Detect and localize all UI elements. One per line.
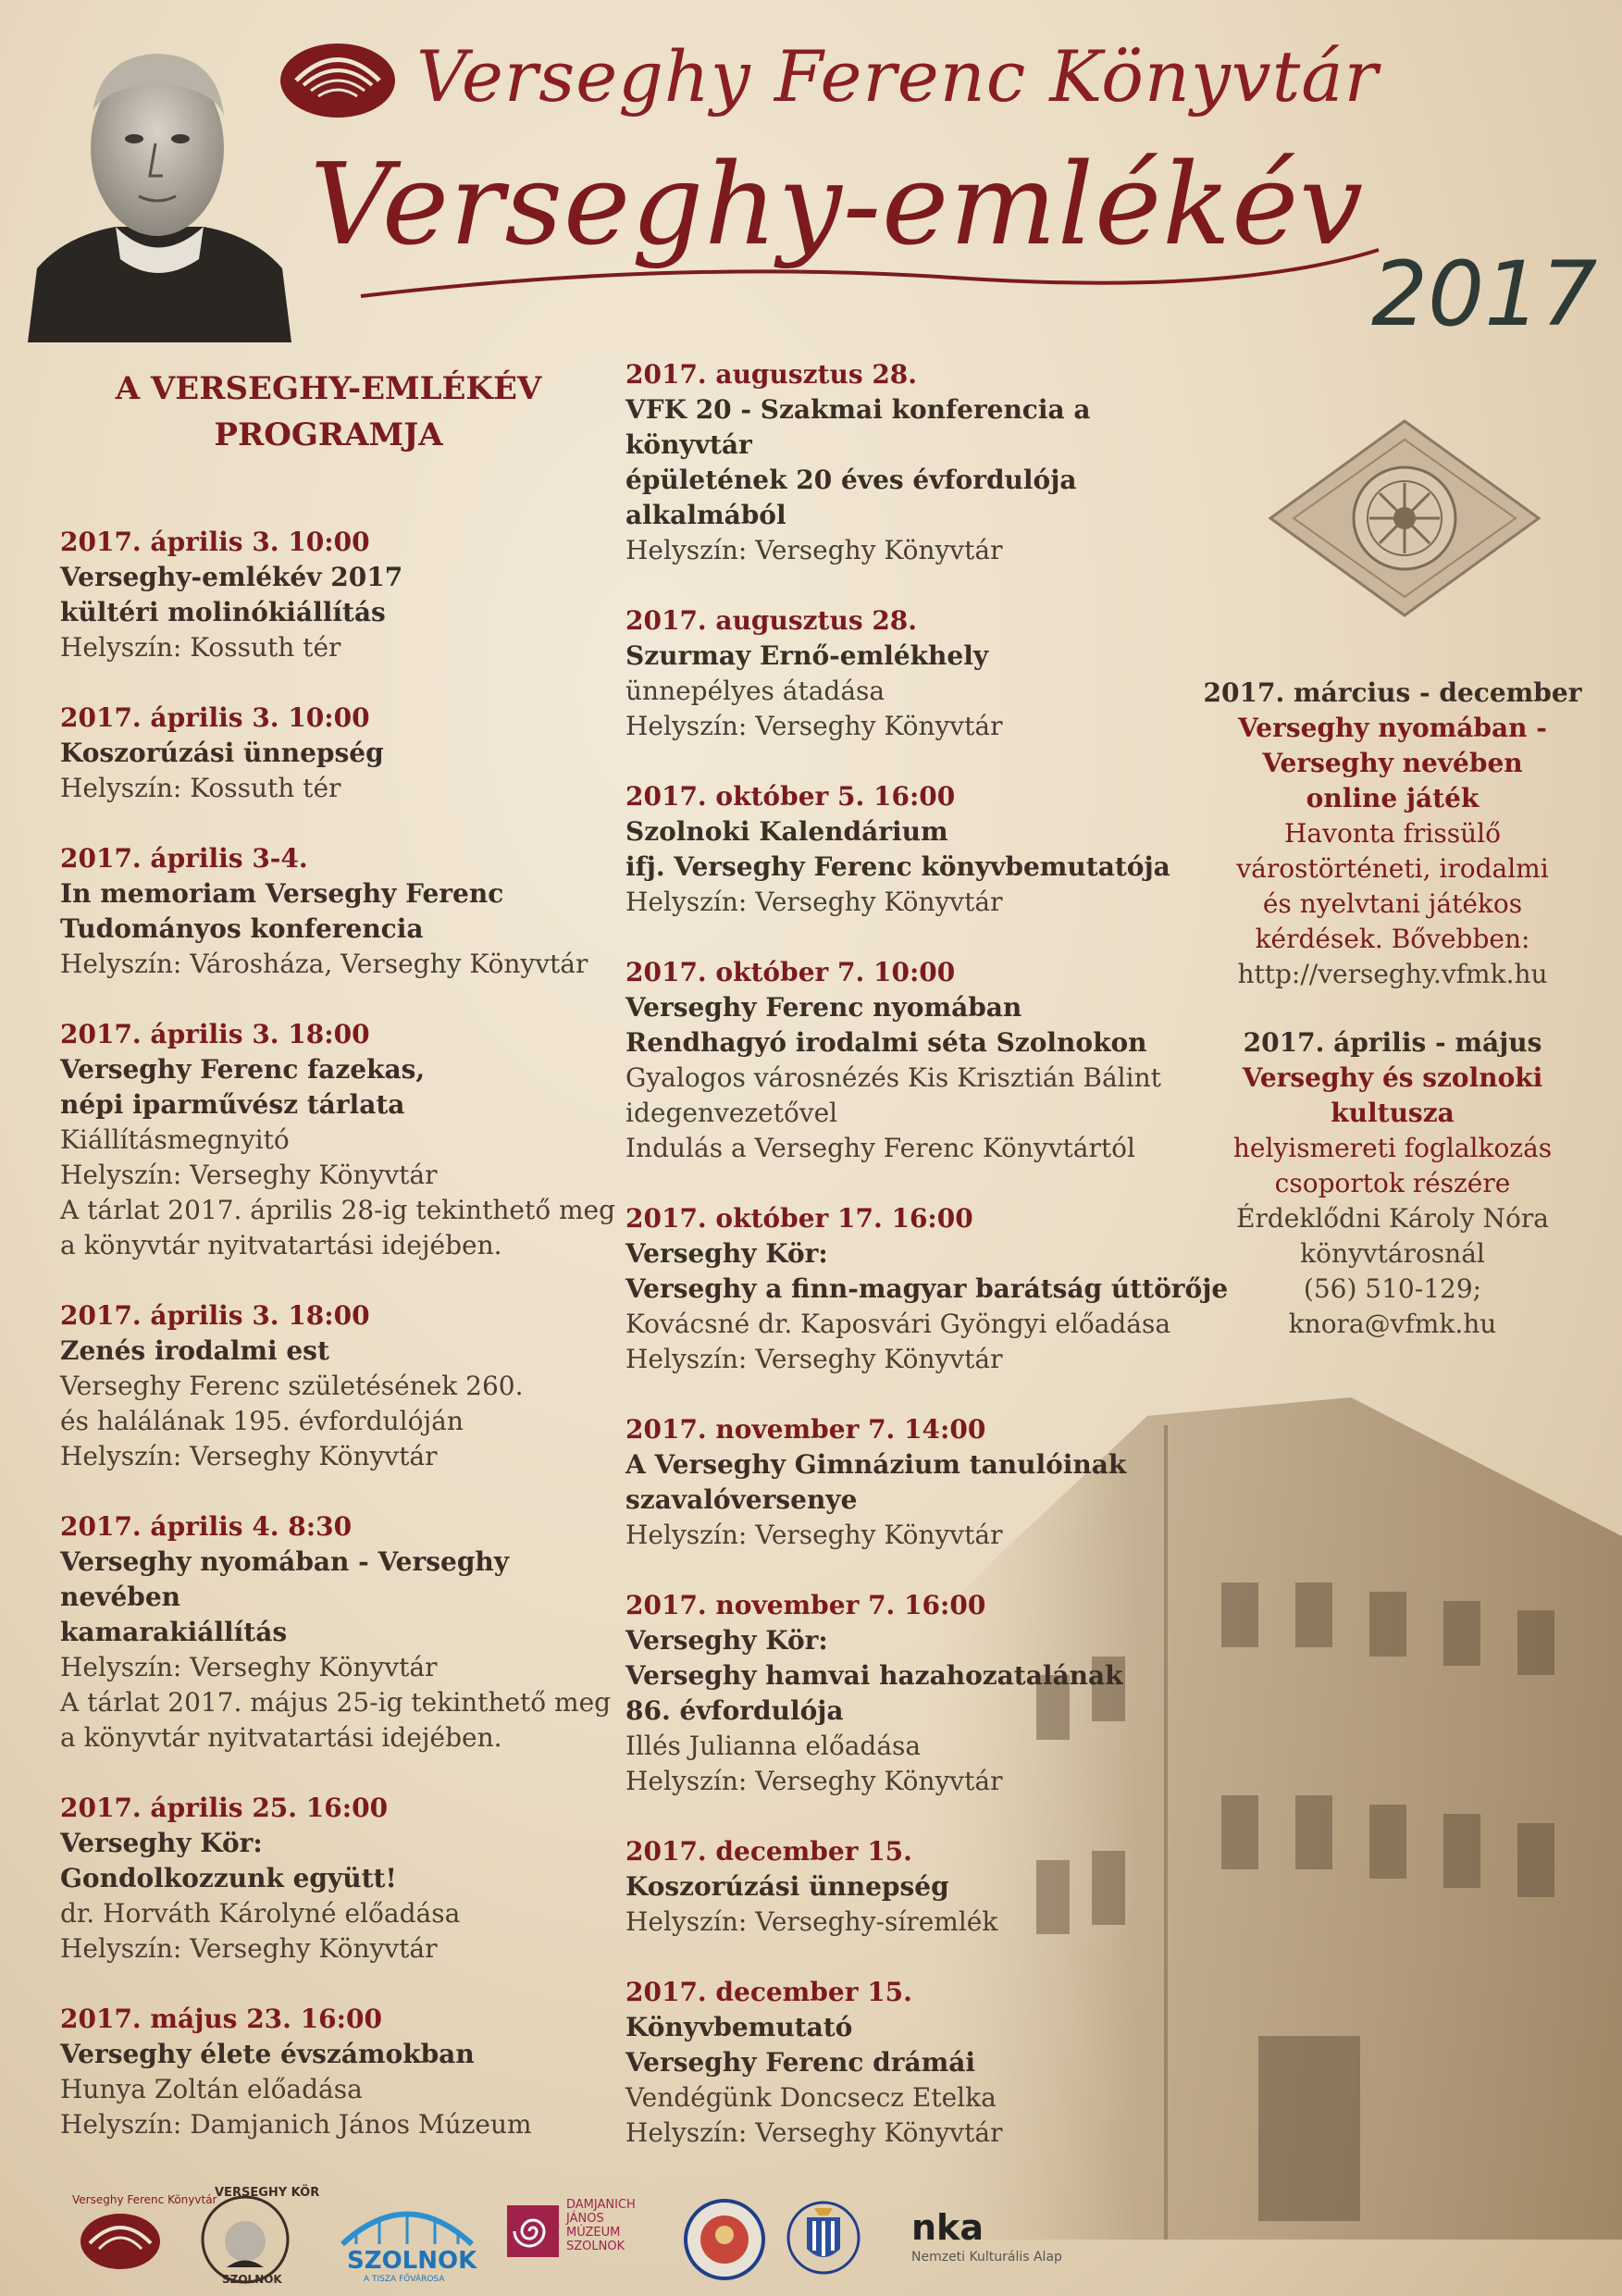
event-location: Helyszín: Verseghy Könyvtár (625, 1766, 1003, 1796)
event-detail: és halálának 195. évfordulóján (60, 1406, 464, 1436)
event-detail: csoportok részére (1274, 1168, 1511, 1198)
szolnok-logo-subtitle: A TISZA FŐVÁROSA (364, 2275, 445, 2284)
verseghy-kor-logo-text: VERSEGHY KÖR (215, 2186, 320, 2200)
event-title: Zenés irodalmi est (60, 1335, 329, 1366)
event-location: Helyszín: Verseghy Könyvtár (625, 711, 1003, 741)
event-detail: Verseghy Ferenc születésének 260. (60, 1371, 524, 1401)
event-title: kültéri molinókiállítás (60, 597, 386, 627)
title-swash-decoration (305, 222, 1416, 324)
event-date: 2017. április 3. 10:00 (60, 527, 370, 557)
event-title: Verseghy nevében (1262, 748, 1523, 778)
museum-logo-line: JÁNOS (566, 2212, 604, 2226)
event-item (60, 1791, 615, 1967)
event-date: 2017. augusztus 28. (625, 605, 918, 636)
event-item (1203, 1025, 1582, 1342)
event-title: Tudományos konferencia (60, 913, 424, 944)
event-title: könyvtár (625, 429, 752, 460)
event-location: Helyszín: Kossuth tér (60, 632, 341, 663)
event-detail: a könyvtár nyitvatartási idejében. (60, 1230, 502, 1260)
event-location: Helyszín: Verseghy Könyvtár (625, 887, 1003, 917)
event-item (625, 603, 1236, 744)
event-title: Könyvbemutató (625, 2012, 853, 2042)
event-location: Helyszín: Verseghy Könyvtár (60, 1933, 438, 1964)
event-title: Verseghy élete évszámokban (60, 2039, 475, 2069)
event-date: 2017. április 3. 10:00 (60, 702, 370, 733)
event-title: online játék (1306, 783, 1480, 813)
nka-logo (911, 2207, 1115, 2272)
event-title: Verseghy Ferenc nyomában (625, 992, 1022, 1023)
event-location: Helyszín: Városháza, Verseghy Könyvtár (60, 949, 588, 979)
event-date: 2017. november 7. 16:00 (625, 1590, 986, 1620)
event-title: alkalmából (625, 500, 786, 530)
museum-logo-text (566, 2198, 636, 2253)
event-detail: idegenvezetővel (625, 1098, 838, 1128)
event-item (1203, 676, 1582, 992)
event-detail: A tárlat 2017. április 28-ig tekinthető meg (60, 1195, 616, 1225)
event-location: Helyszín: Verseghy Könyvtár (625, 1344, 1003, 1374)
event-item (625, 779, 1236, 920)
event-detail: Gyalogos városnézés Kis Krisztián Bálint (625, 1062, 1161, 1093)
event-location: Helyszín: Damjanich János Múzeum (60, 2109, 532, 2140)
event-detail: dr. Horváth Károlyné előadása (60, 1898, 461, 1929)
verseghy-kor-logo (194, 2184, 320, 2286)
program-heading-line: A VERSEGHY-EMLÉKÉV (115, 370, 542, 407)
bridge-icon (338, 2193, 477, 2249)
event-detail: és nyelvtani játékos (1262, 888, 1523, 919)
year-label: 2017 (1371, 242, 1598, 346)
event-title: Szolnoki Kalendárium (625, 816, 948, 847)
szolnok-logo (338, 2193, 477, 2286)
event-date: 2017. április 3-4. (60, 843, 308, 874)
event-item (625, 1975, 1236, 2151)
event-item (60, 1017, 615, 1263)
event-date: 2017. április 3. 18:00 (60, 1019, 370, 1049)
museum-logo-line: SZOLNOK (566, 2240, 625, 2253)
event-date: 2017. április 3. 18:00 (60, 1300, 370, 1331)
event-date: 2017. április 25. 16:00 (60, 1793, 389, 1823)
event-title: Verseghy Ferenc drámái (625, 2047, 976, 2078)
event-title: Verseghy Kör: (625, 1238, 828, 1269)
event-date: 2017. október 17. 16:00 (625, 1203, 973, 1234)
event-detail: Illés Julianna előadása (625, 1731, 922, 1761)
nka-logo-text: Nemzeti Kulturális Alap (911, 2250, 1062, 2265)
vfk-logo-icon (79, 2212, 162, 2271)
rosette-ornament-icon (1261, 416, 1548, 620)
event-item (625, 357, 1236, 568)
event-title: Verseghy és szolnoki (1242, 1062, 1543, 1093)
event-detail: könyvtárosnál (1300, 1238, 1485, 1269)
event-date: 2017. november 7. 14:00 (625, 1414, 986, 1445)
event-item (625, 955, 1236, 1166)
event-title: kultusza (1331, 1098, 1455, 1128)
event-date: 2017. október 7. 10:00 (625, 957, 956, 987)
event-detail: Vendégünk Doncsecz Etelka (625, 2082, 997, 2113)
event-detail: kérdések. Bővebben: (1255, 924, 1530, 954)
event-title: VFK 20 - Szakmai konferencia a (625, 394, 1091, 425)
event-title: Koszorúzási ünnepség (60, 738, 384, 768)
event-title: Verseghy nyomában - Verseghy (60, 1546, 510, 1577)
event-item (60, 701, 615, 806)
event-title: 86. évfordulója (625, 1695, 844, 1726)
program-heading-line: PROGRAMJA (214, 416, 443, 453)
event-title: ifj. Verseghy Ferenc könyvbemutatója (625, 851, 1170, 882)
event-item (625, 1412, 1236, 1553)
gymnasium-crest-icon (786, 2191, 861, 2284)
program-heading (56, 366, 601, 458)
szolnok-logo-text: SZOLNOK (347, 2247, 477, 2275)
event-item (60, 2002, 615, 2142)
event-location: Helyszín: Verseghy Könyvtár (625, 2117, 1003, 2148)
event-detail: ünnepélyes átadása (625, 676, 885, 706)
event-title: népi iparművész tárlata (60, 1089, 405, 1120)
event-date: 2017. augusztus 28. (625, 359, 918, 390)
vfk-logo-text: Verseghy Ferenc Könyvtár (72, 2193, 217, 2206)
event-date: 2017. március - december (1203, 677, 1582, 708)
event-title: Gondolkozzunk együtt! (60, 1863, 397, 1893)
phone-number: (56) 510-129; (1303, 1273, 1482, 1304)
event-detail: Érdeklődni Károly Nóra (1236, 1203, 1549, 1234)
event-title: szavalóversenye (625, 1484, 858, 1515)
left-event-column (60, 525, 615, 2178)
nka-logo-mark: nka (911, 2207, 984, 2248)
event-location: Helyszín: Verseghy Könyvtár (60, 1441, 438, 1471)
event-location: Helyszín: Verseghy-síremlék (625, 1906, 998, 1937)
event-detail: Havonta frissülő (1284, 818, 1501, 849)
event-date: 2017. április - május (1243, 1027, 1542, 1058)
event-date: 2017. április 4. 8:30 (60, 1511, 353, 1542)
website-link[interactable]: http://verseghy.vfmk.hu (1237, 959, 1548, 989)
event-detail: a könyvtár nyitvatartási idejében. (60, 1722, 502, 1753)
event-title: Rendhagyó irodalmi séta Szolnokon (625, 1027, 1147, 1058)
event-location: Helyszín: Verseghy Könyvtár (625, 1520, 1003, 1550)
event-detail: Kiállításmegnyitó (60, 1124, 290, 1155)
event-title: Verseghy-emlékév 2017 (60, 562, 403, 592)
event-location: Helyszín: Verseghy Könyvtár (60, 1160, 438, 1190)
event-item (60, 1298, 615, 1474)
event-title: Szurmay Ernő-emlékhely (625, 640, 989, 671)
event-location: Helyszín: Kossuth tér (60, 773, 341, 803)
event-location: Helyszín: Verseghy Könyvtár (60, 1652, 438, 1682)
event-item (625, 1834, 1236, 1940)
event-title: Verseghy Kör: (60, 1828, 263, 1858)
event-detail: Hunya Zoltán előadása (60, 2074, 363, 2104)
event-date: 2017. október 5. 16:00 (625, 781, 956, 812)
vfk-logo (65, 2184, 217, 2286)
verseghy-kor-city-text: SZOLNOK (222, 2273, 282, 2286)
event-item (60, 841, 615, 982)
event-date: 2017. május 23. 16:00 (60, 2004, 382, 2034)
event-item (625, 1201, 1236, 1377)
event-date: 2017. december 15. (625, 1836, 912, 1867)
event-detail: várostörténeti, irodalmi (1236, 853, 1549, 884)
event-date: 2017. december 15. (625, 1977, 912, 2007)
museum-logo-line: DAMJANICH (566, 2198, 636, 2212)
event-title: épületének 20 éves évfordulója (625, 465, 1077, 495)
event-title: Verseghy hamvai hazahozatalának (625, 1660, 1123, 1691)
middle-event-column (625, 357, 1236, 2186)
right-event-column (1203, 676, 1582, 1375)
event-title: kamarakiállítás (60, 1617, 288, 1647)
event-title: nevében (60, 1582, 181, 1612)
event-title: A Verseghy Gimnázium tanulóinak (625, 1449, 1127, 1480)
email-link[interactable]: knora@vfmk.hu (1288, 1309, 1497, 1339)
event-detail: Kovácsné dr. Kaposvári Gyöngyi előadása (625, 1309, 1171, 1339)
event-title: Verseghy nyomában - (1238, 713, 1547, 743)
event-location: Indulás a Verseghy Ferenc Könyvtártól (625, 1133, 1135, 1163)
event-detail: helyismereti foglalkozás (1232, 1133, 1553, 1163)
event-item (60, 525, 615, 665)
museum-logo (507, 2198, 664, 2281)
event-title: Verseghy a finn-magyar barátság úttörője (625, 1273, 1229, 1304)
verseghy-kor-seal-icon (199, 2193, 291, 2286)
event-title: Koszorúzási ünnepség (625, 1871, 949, 1902)
event-item (60, 1509, 615, 1756)
sponsor-logos (0, 2184, 1622, 2296)
event-title: Verseghy Kör: (625, 1625, 828, 1656)
museum-logo-line: MÚZEUM (566, 2226, 621, 2240)
portrait-engraving (28, 37, 291, 342)
event-location: Helyszín: Verseghy Könyvtár (625, 535, 1003, 565)
event-title: Verseghy Ferenc fazekas, (60, 1054, 426, 1085)
page-title: Verseghy-emlékév (310, 139, 1365, 270)
event-title: In memoriam Verseghy Ferenc (60, 878, 504, 909)
event-item (625, 1588, 1236, 1799)
library-logo-icon (276, 39, 401, 122)
academy-seal-icon (683, 2198, 766, 2281)
library-name: Verseghy Ferenc Könyvtár (416, 35, 1379, 118)
museum-spiral-icon (507, 2205, 559, 2257)
event-detail: A tárlat 2017. május 25-ig tekinthető meg (60, 1687, 612, 1718)
